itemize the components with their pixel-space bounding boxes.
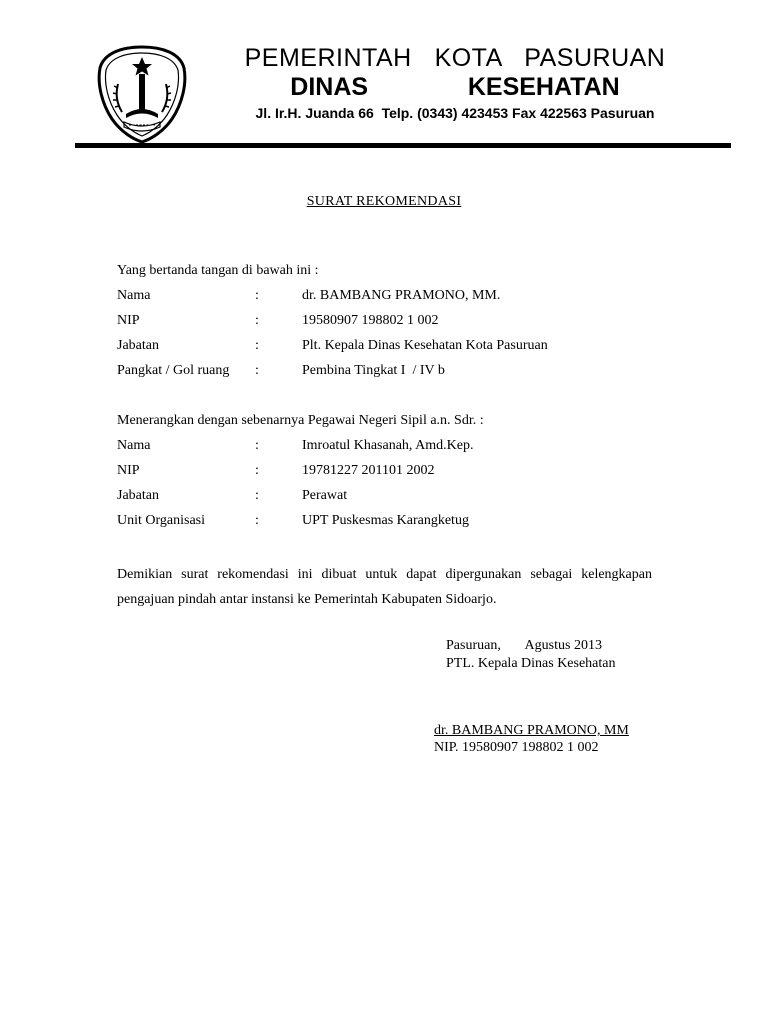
subject-unit-label: Unit Organisasi [117,513,206,528]
signer-position-value: Plt. Kepala Dinas Kesehatan Kota Pasuruan [302,338,548,353]
signer-position-colon: : [255,338,259,353]
subject-unit-value: UPT Puskesmas Karangketug [302,513,469,528]
subject-name-label: Nama [117,438,151,453]
signature-nip: NIP. 19580907 198802 1 002 [434,740,599,755]
subject-name-value: Imroatul Khasanah, Amd.Kep. [302,438,474,453]
letterhead-divider [75,143,731,148]
signer-nip-colon: : [255,313,259,328]
subject-unit-colon: : [255,513,259,528]
subject-position-label: Jabatan [117,488,159,503]
subject-name-colon: : [255,438,259,453]
signer-rank-colon: : [255,363,259,378]
signer-nip-label: NIP [117,313,140,328]
subject-nip-label: NIP [117,463,140,478]
subject-nip-value: 19781227 201101 2002 [302,463,435,478]
signer-rank-label: Pangkat / Gol ruang [117,363,230,378]
signer-nip-value: 19580907 198802 1 002 [302,313,439,328]
signature-name: dr. BAMBANG PRAMONO, MM [434,723,629,738]
signer-position-label: Jabatan [117,338,159,353]
signer-intro: Yang bertanda tangan di bawah ini : [117,263,319,278]
signer-name-colon: : [255,288,259,303]
signature-place-date: Pasuruan, Agustus 2013 [446,638,602,653]
subject-position-value: Perawat [302,488,348,503]
letterhead-government: PEMERINTAH KOTA PASURUAN [244,44,666,72]
subject-position-colon: : [255,488,259,503]
signer-name-value: dr. BAMBANG PRAMONO, MM. [302,288,501,303]
city-emblem-icon [96,44,188,144]
subject-intro: Menerangkan dengan sebenarnya Pegawai Negeri Sipil a.n. Sdr. : [117,413,484,428]
signer-rank-value: Pembina Tingkat I / IV b [302,363,445,378]
letterhead-department: DINAS KESEHATAN [290,73,620,101]
signature-position: PTL. Kepala Dinas Kesehatan [446,656,616,671]
letterhead-address: Jl. Ir.H. Juanda 66 Telp. (0343) 423453 Fax 422563 Pasuruan [255,105,655,121]
closing-paragraph: Demikian surat rekomendasi ini dibuat untuk dapat dipergunakan sebagai kelengkapan pengajuan pindah antar instansi ke Pemerintah Kabupaten Sidoarjo. [117,567,652,607]
signer-name-label: Nama [117,288,151,303]
document-title: SURAT REKOMENDASI [306,194,462,209]
subject-nip-colon: : [255,463,259,478]
